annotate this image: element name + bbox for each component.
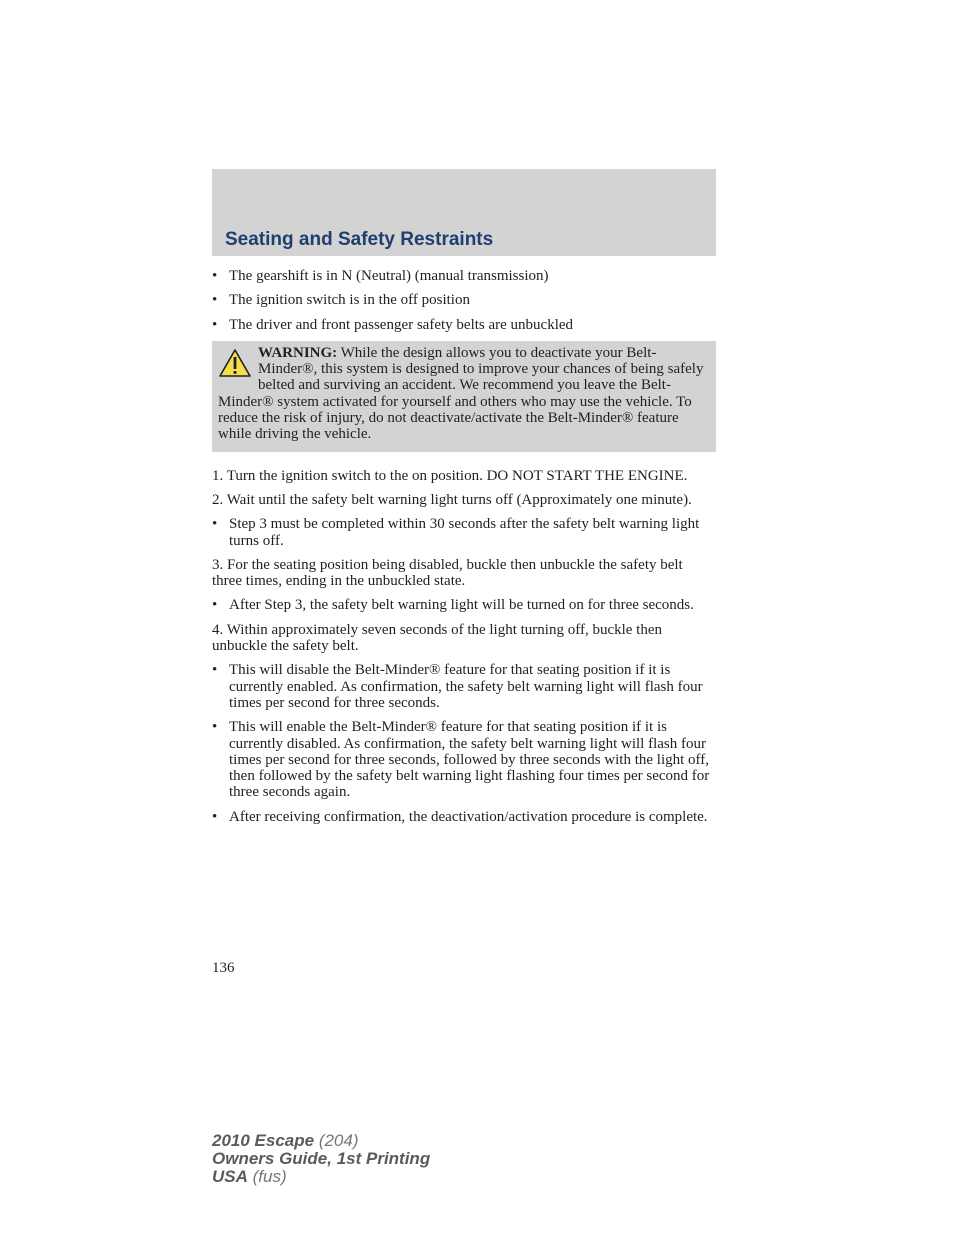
page-content	[212, 268, 716, 833]
warning-text: While the design allows you to deactivate your Belt-Minder®, this system is designed to improve your chances of being safely belted and surviving an accident. We recommend you leave the Belt-Minder® system activated for yourself and others who may use the vehicle. To reduce the risk of injury, do not deactivate/activate the Belt-Minder® feature while driving the vehicle.	[218, 344, 704, 443]
list-item	[212, 662, 716, 711]
bullet-dot: •	[212, 719, 218, 736]
bullet-text: Step 3 must be completed within 30 seconds after the safety belt warning light turns off.	[229, 516, 700, 549]
section-header-band	[212, 169, 716, 256]
step-2: 2. Wait until the safety belt warning light turns off (Approximately one minute).	[212, 491, 692, 508]
bullet-text: The gearshift is in N (Neutral) (manual transmission)	[229, 268, 549, 284]
bullet-dot: •	[212, 808, 218, 825]
bullet-dot: •	[212, 662, 218, 679]
bullet-dot: •	[212, 268, 218, 284]
bullet-text: This will enable the Belt-Minder® feature for that seating position if it is currently disabled. As confirmation, the safety belt warning light will flash four times per second for three seconds, followed by three seconds with the light off, then followed by the safety belt warning light flashing four times per second for three seconds again.	[229, 719, 710, 801]
step-4: 4. Within approximately seven seconds of the light turning off, buckle then unbuckle the safety belt.	[212, 621, 662, 655]
bullet-dot: •	[212, 597, 218, 614]
bullet-dot: •	[212, 516, 218, 533]
page-number: 136	[212, 960, 235, 976]
bullet-dot: •	[212, 316, 218, 333]
bullet-dot: •	[212, 292, 218, 309]
footer-line-2	[212, 1150, 430, 1168]
footer-model: 2010 Escape	[212, 1131, 315, 1150]
footer-market: USA	[212, 1167, 248, 1186]
list-item	[212, 516, 716, 549]
warning-triangle-icon	[218, 348, 252, 378]
footer-code: (204)	[314, 1131, 359, 1150]
list-item	[212, 317, 716, 333]
warning-box	[212, 341, 716, 452]
step-3: 3. For the seating position being disabled, buckle then unbuckle the safety belt three times, ending in the unbuckled state.	[212, 556, 683, 590]
footer-line-1	[212, 1132, 430, 1150]
bullet-text: After Step 3, the safety belt warning light will be turned on for three seconds.	[229, 597, 694, 614]
list-item	[212, 809, 716, 825]
step-1: 1. Turn the ignition switch to the on position. DO NOT START THE ENGINE.	[212, 467, 688, 484]
list-item	[212, 268, 716, 284]
footer-printing: Owners Guide, 1st Printing	[212, 1149, 431, 1168]
bullet-text: The ignition switch is in the off position	[229, 292, 470, 309]
bullet-text: After receiving confirmation, the deactivation/activation procedure is complete.	[229, 808, 708, 825]
list-item	[212, 719, 716, 800]
footer-line-3	[212, 1168, 430, 1186]
footer-market-code: (fus)	[247, 1167, 287, 1186]
bullet-text: This will disable the Belt-Minder® feature for that seating position if it is currently enabled. As confirmation, the safety belt warning light will flash four times per second for three seconds.	[229, 662, 703, 711]
list-item	[212, 597, 716, 613]
section-title: Seating and Safety Restraints	[225, 229, 494, 250]
footer	[212, 1132, 430, 1186]
bullet-text: The driver and front passenger safety belts are unbuckled	[229, 316, 574, 333]
warning-label: WARNING:	[258, 344, 338, 361]
list-item	[212, 292, 716, 308]
